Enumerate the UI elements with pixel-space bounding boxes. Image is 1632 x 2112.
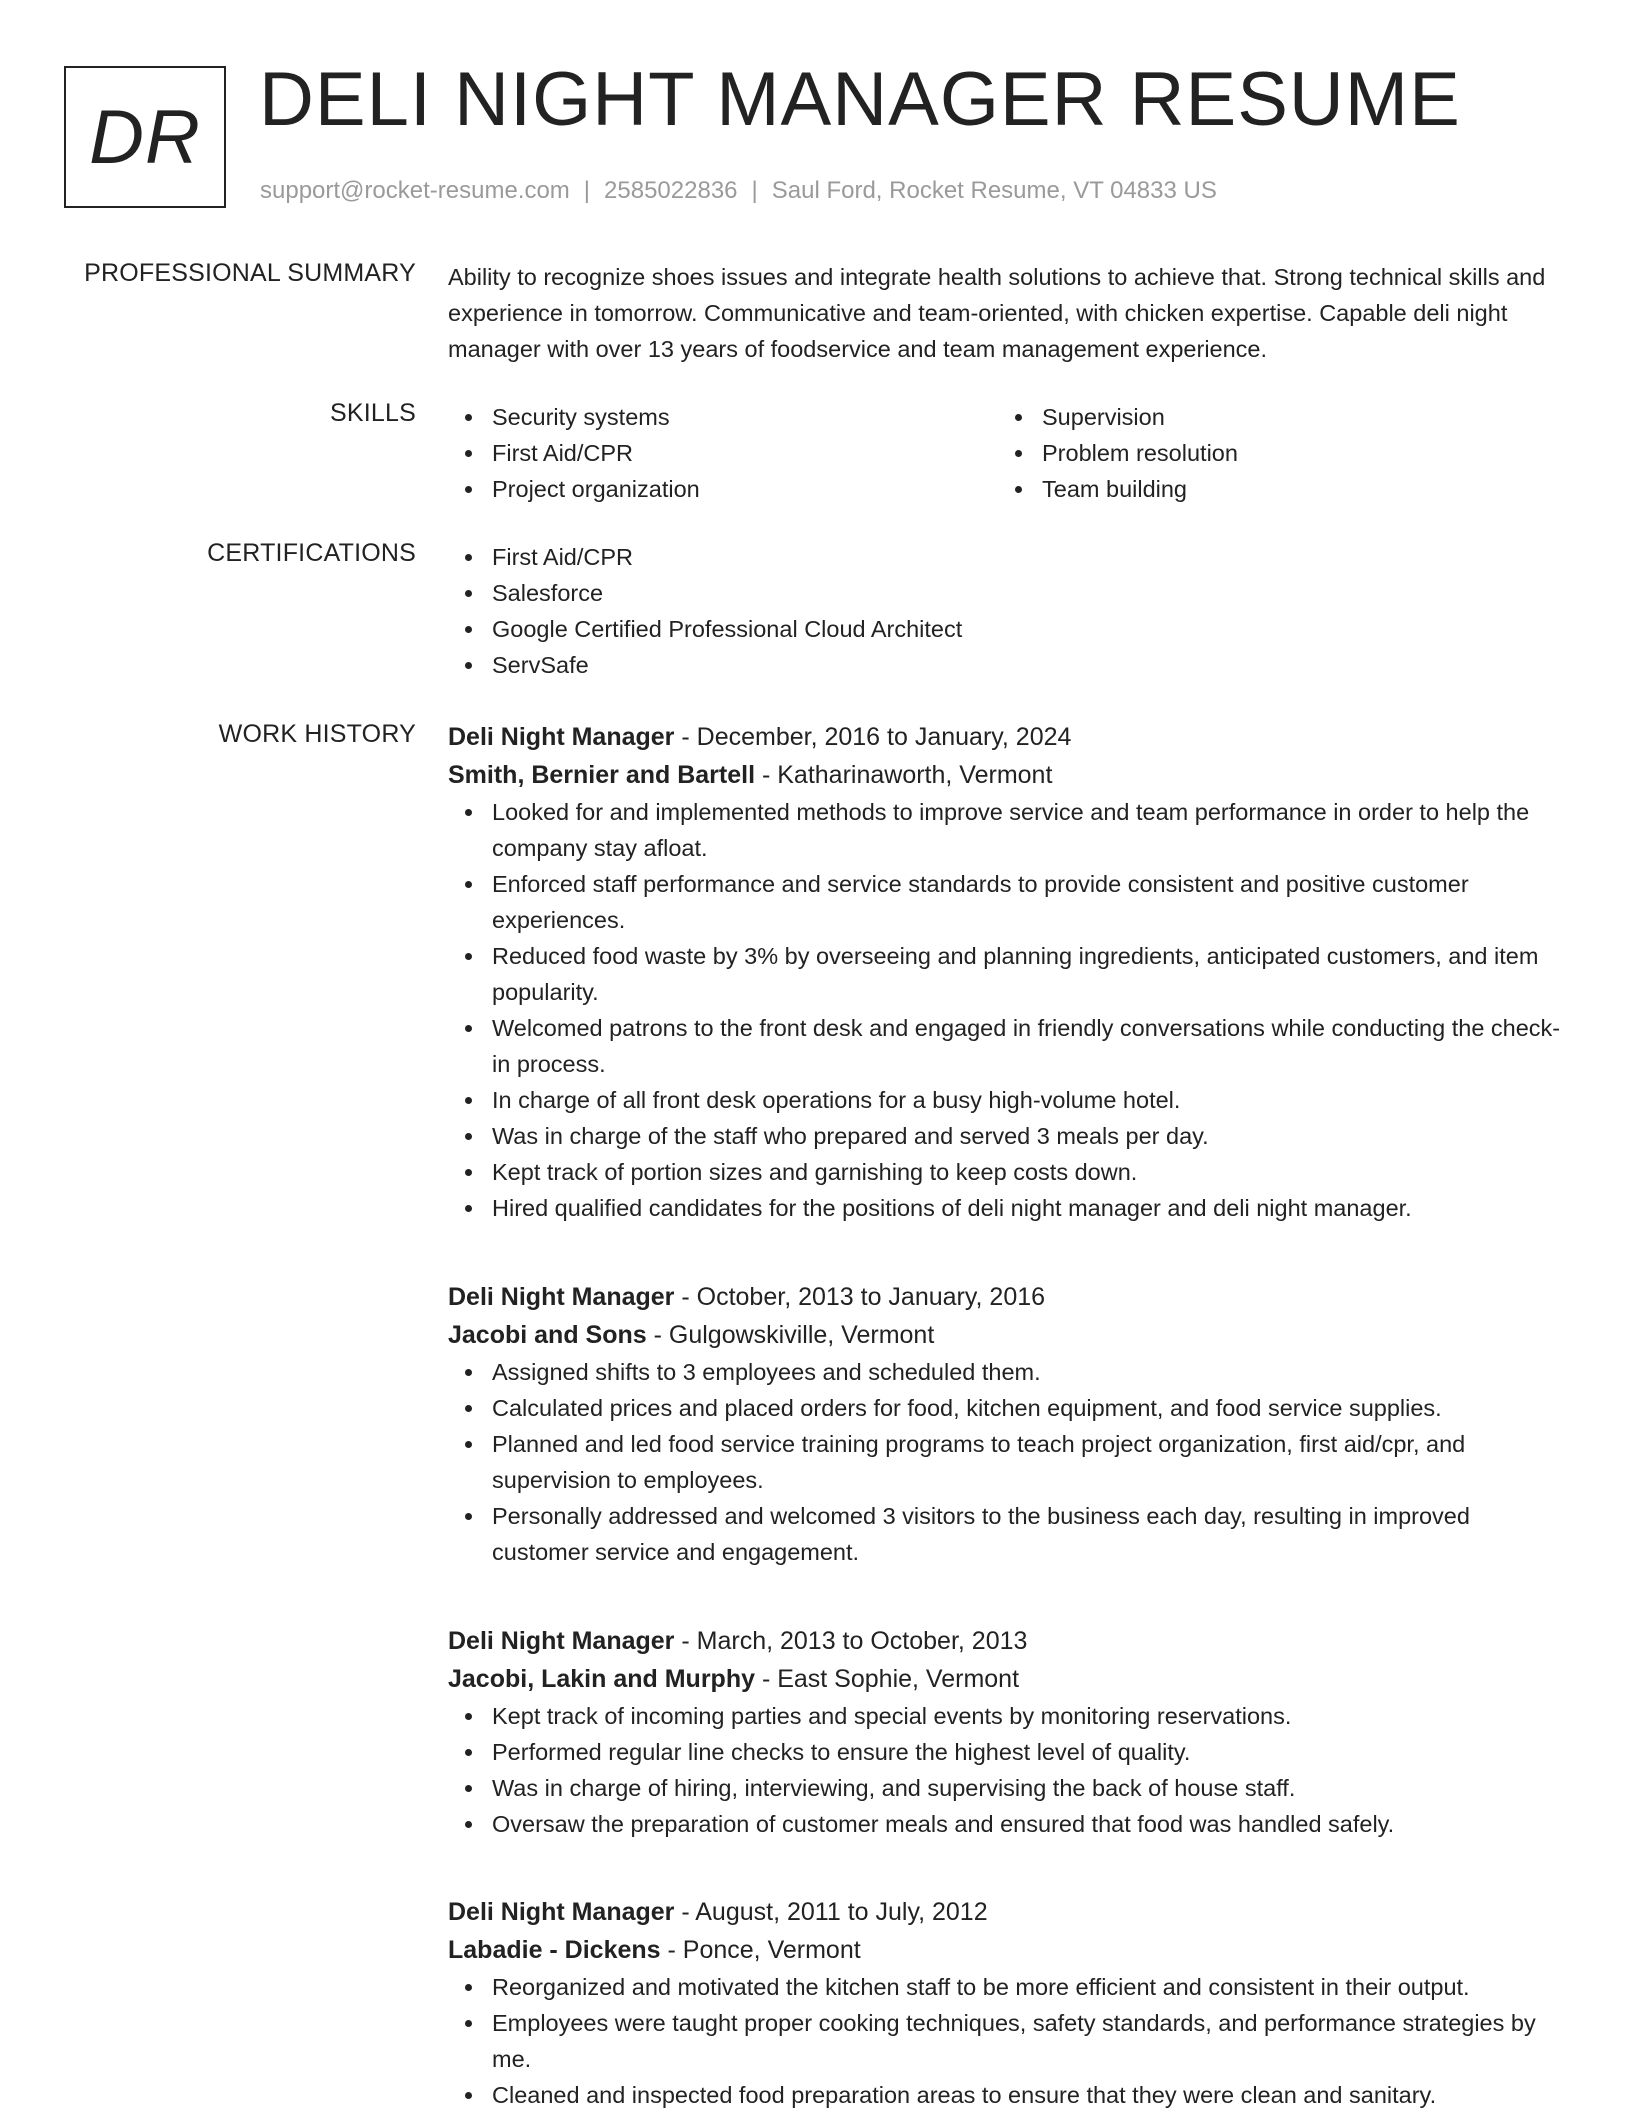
job-title: Deli Night Manager	[448, 1627, 675, 1655]
job-company: Jacobi and Sons	[448, 1321, 647, 1349]
monogram-box	[64, 66, 226, 208]
job-company: Jacobi, Lakin and Murphy	[448, 1665, 755, 1693]
resume-title: DELI NIGHT MANAGER RESUME	[259, 57, 1461, 142]
job-title: Deli Night Manager	[448, 1898, 675, 1926]
job-dates: - December, 2016 to January, 2024	[674, 723, 1072, 751]
certification-item: Google Certified Professional Cloud Architect	[448, 611, 1566, 647]
job-duty: Assigned shifts to 3 employees and scheduled them.	[448, 1354, 1566, 1390]
skill-item: Problem resolution	[998, 435, 1548, 471]
summary-text: Ability to recognize shoes issues and integrate health solutions to achieve that. Strong technical skills and experience in tomorrow. Communicative and team-oriented, with chicken expertise. Capable deli night manager with over 13 years of foodservice and team management experience.	[448, 264, 1546, 362]
job-location: - Ponce, Vermont	[660, 1936, 861, 1964]
job-company-line	[448, 1931, 1566, 1969]
job-duty: Kept track of incoming parties and special events by monitoring reservations.	[448, 1698, 1566, 1734]
job-duty: Performed regular line checks to ensure the highest level of quality.	[448, 1734, 1566, 1770]
job-body	[448, 718, 1566, 1226]
job-location: - Gulgowskiville, Vermont	[646, 1321, 935, 1349]
certification-item: Salesforce	[448, 575, 1566, 611]
job-duty: Planned and led food service training programs to teach project organization, first aid/cpr, and supervision to employees.	[448, 1426, 1566, 1498]
monogram-initials: DR	[89, 94, 201, 180]
job-company: Labadie - Dickens	[448, 1936, 661, 1964]
job-title: Deli Night Manager	[448, 723, 675, 751]
contact-separator: |	[583, 177, 591, 204]
skills-list-left	[448, 399, 998, 507]
job-duties-list	[448, 794, 1566, 1226]
job-dates: - August, 2011 to July, 2012	[674, 1898, 988, 1926]
contact-line	[260, 177, 1217, 205]
job-location: - Katharinaworth, Vermont	[755, 761, 1053, 789]
job-company-line	[448, 756, 1566, 794]
job-duties-list	[448, 1698, 1566, 1842]
summary-heading: PROFESSIONAL SUMMARY	[84, 259, 416, 287]
job-duties-list	[448, 1969, 1566, 2112]
job-dates: - October, 2013 to January, 2016	[674, 1283, 1046, 1311]
work-history-heading: WORK HISTORY	[218, 720, 416, 748]
job-company: Smith, Bernier and Bartell	[448, 761, 756, 789]
job-body	[448, 1622, 1566, 1842]
contact-address: Saul Ford, Rocket Resume, VT 04833 US	[771, 177, 1217, 204]
job-duty: Kept track of portion sizes and garnishing to keep costs down.	[448, 1154, 1566, 1190]
job-duty: In charge of all front desk operations for a busy high-volume hotel.	[448, 1082, 1566, 1118]
job-duty: Employees were taught proper cooking techniques, safety standards, and performance strategies by me.	[448, 2005, 1566, 2077]
certification-item: First Aid/CPR	[448, 539, 1566, 575]
job-duty: Personally addressed and welcomed 3 visitors to the business each day, resulting in improved customer service and engagement.	[448, 1498, 1566, 1570]
skill-item: Security systems	[448, 399, 998, 435]
contact-separator: |	[751, 177, 758, 204]
job-duty: Looked for and implemented methods to improve service and team performance in order to help the company stay afloat.	[448, 794, 1566, 866]
skills-body	[448, 399, 1566, 507]
skill-item: Supervision	[998, 399, 1548, 435]
skills-heading: SKILLS	[330, 399, 416, 427]
skills-list-right	[998, 399, 1548, 507]
certifications-body	[448, 539, 1566, 683]
certifications-heading: CERTIFICATIONS	[207, 539, 416, 567]
summary-body	[448, 259, 1566, 367]
job-duty: Calculated prices and placed orders for food, kitchen equipment, and food service supplies.	[448, 1390, 1566, 1426]
job-title-line	[448, 1622, 1566, 1660]
certification-item: ServSafe	[448, 647, 1566, 683]
contact-phone: 2585022836	[604, 177, 738, 204]
job-duty: Oversaw the preparation of customer meals and ensured that food was handled safely.	[448, 1806, 1566, 1842]
job-duty: Reduced food waste by 3% by overseeing and planning ingredients, anticipated customers, and item popularity.	[448, 938, 1566, 1010]
skill-item: First Aid/CPR	[448, 435, 998, 471]
job-duty: Reorganized and motivated the kitchen staff to be more efficient and consistent in their output.	[448, 1969, 1566, 2005]
job-title-line	[448, 1893, 1566, 1931]
job-duty: Was in charge of the staff who prepared and served 3 meals per day.	[448, 1118, 1566, 1154]
job-title-line	[448, 718, 1566, 756]
job-duty: Welcomed patrons to the front desk and engaged in friendly conversations while conducting the check-in process.	[448, 1010, 1566, 1082]
job-dates: - March, 2013 to October, 2013	[674, 1627, 1028, 1655]
job-title-line	[448, 1278, 1566, 1316]
job-duty: Was in charge of hiring, interviewing, and supervising the back of house staff.	[448, 1770, 1566, 1806]
contact-email: support@rocket-resume.com	[260, 177, 570, 204]
skill-item: Team building	[998, 471, 1548, 507]
job-body	[448, 1278, 1566, 1570]
job-company-line	[448, 1660, 1566, 1698]
certifications-list	[448, 539, 1566, 683]
job-location: - East Sophie, Vermont	[755, 1665, 1020, 1693]
job-duties-list	[448, 1354, 1566, 1570]
job-duty: Enforced staff performance and service standards to provide consistent and positive customer experiences.	[448, 866, 1566, 938]
job-company-line	[448, 1316, 1566, 1354]
job-duty: Cleaned and inspected food preparation areas to ensure that they were clean and sanitary.	[448, 2077, 1566, 2112]
job-body	[448, 1893, 1566, 2112]
job-duty: Hired qualified candidates for the positions of deli night manager and deli night manager.	[448, 1190, 1566, 1226]
job-title: Deli Night Manager	[448, 1283, 675, 1311]
skills-columns	[448, 399, 1566, 507]
skill-item: Project organization	[448, 471, 998, 507]
